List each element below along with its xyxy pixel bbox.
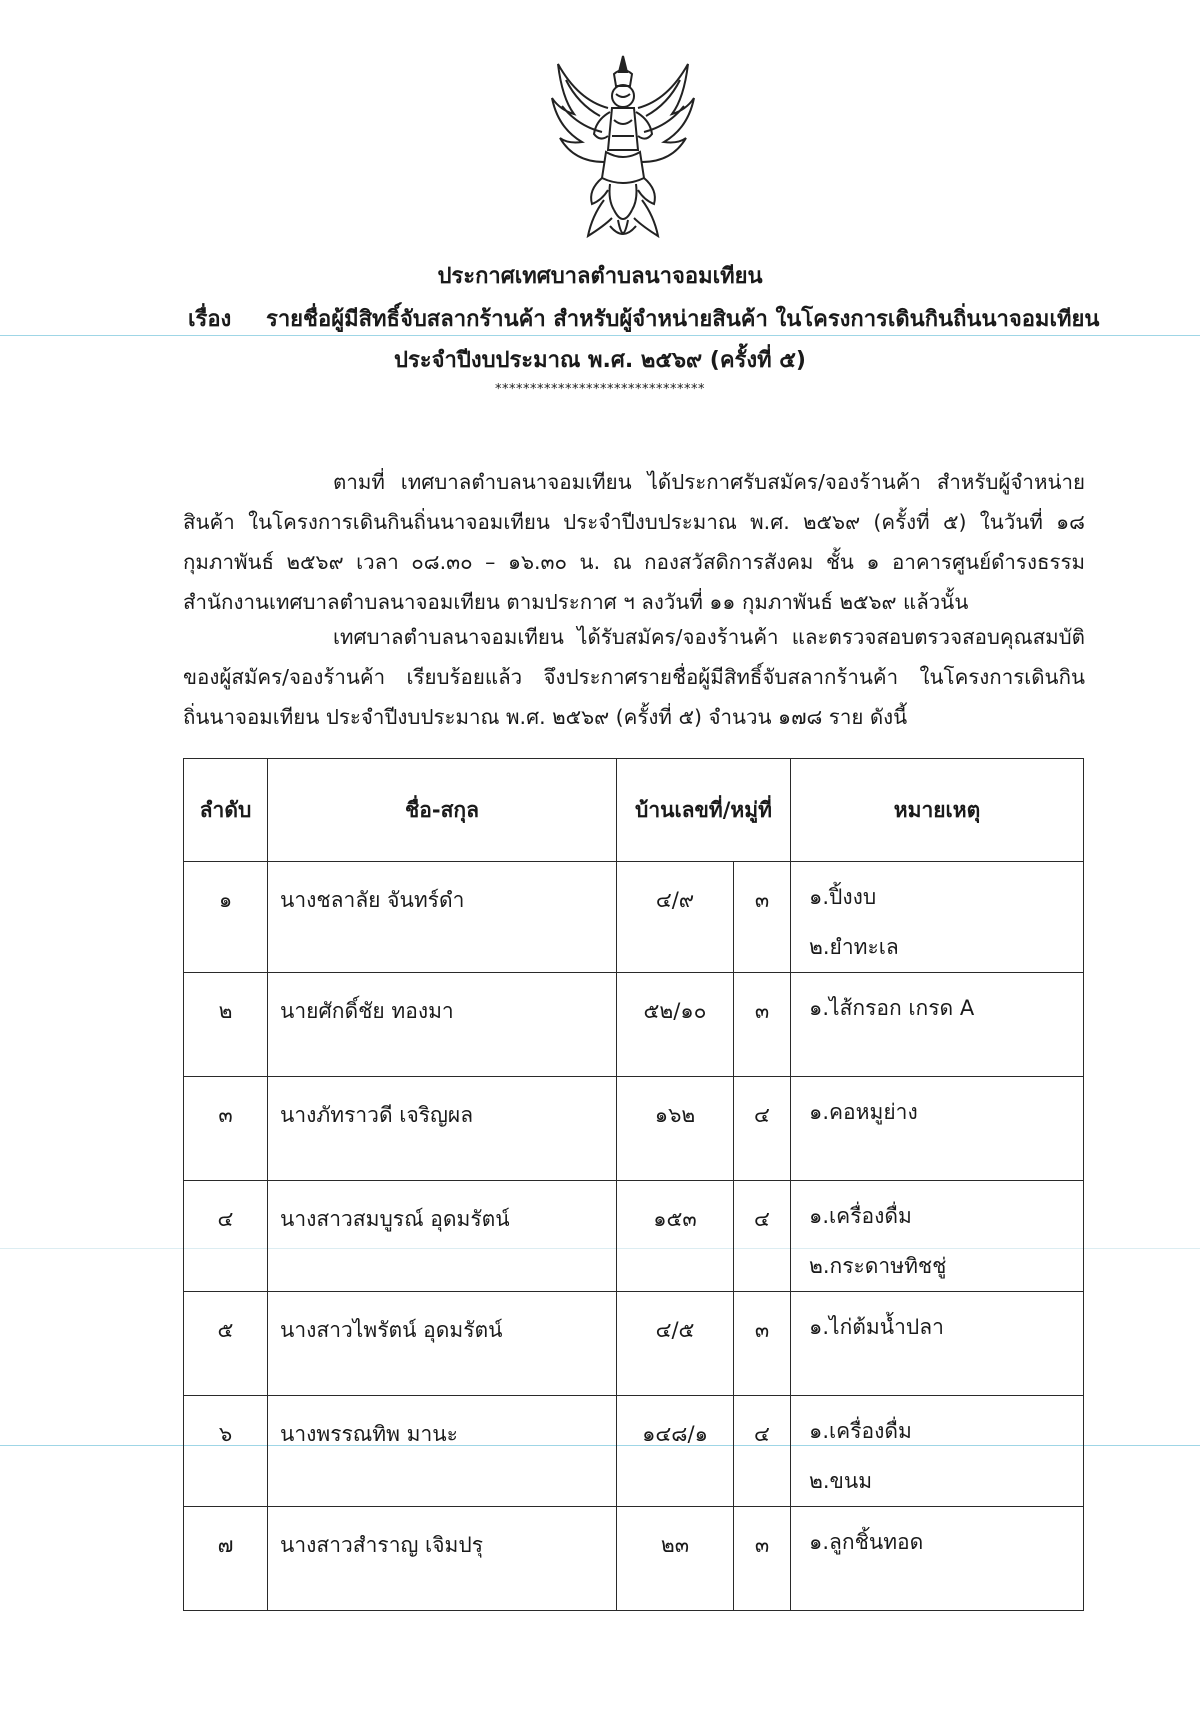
- paragraph-line: สำนักงานเทศบาลตำบลนาจอมเทียน ตามประกาศ ฯ ลงวันที่ ๑๑ กุมภาพันธ์ ๒๕๖๙ แล้วนั้น: [183, 590, 969, 614]
- table-row: [184, 1292, 1084, 1396]
- row-moo: [734, 862, 791, 973]
- paragraph-line: ถิ่นนาจอมเทียน ประจำปีงบประมาณ พ.ศ. ๒๕๖๙ (ครั้งที่ ๕) จำนวน ๑๗๘ ราย ดังนี้: [183, 705, 908, 729]
- row-name: [268, 1181, 617, 1292]
- row-seq-text: ๖: [218, 1422, 233, 1446]
- note-item: ๑.คอหมูย่าง: [809, 1100, 918, 1124]
- row-seq-text: ๗: [217, 1533, 234, 1557]
- row-seq: [184, 1507, 268, 1611]
- row-house-number: [617, 1077, 734, 1181]
- row-name-text: นางภัทราวดี เจริญผล: [280, 1103, 474, 1127]
- note-item: ๑.ไส้กรอก เกรด A: [809, 996, 975, 1020]
- row-name: [268, 1292, 617, 1396]
- row-moo: [734, 1396, 791, 1507]
- header-seq: ลำดับ: [184, 759, 268, 862]
- row-moo: [734, 1077, 791, 1181]
- subject-label: เรื่อง: [188, 307, 232, 332]
- paragraph-intro: [183, 462, 1085, 622]
- table-row: [184, 1507, 1084, 1611]
- row-seq: [184, 1292, 268, 1396]
- table-row: [184, 973, 1084, 1077]
- announcement-subtitle: ประจำปีงบประมาณ พ.ศ. ๒๕๖๙ (ครั้งที่ ๕): [394, 348, 806, 373]
- row-moo: [734, 1181, 791, 1292]
- row-house-number: [617, 1181, 734, 1292]
- row-moo-text: ๔: [754, 1103, 770, 1127]
- row-note: [791, 973, 1084, 1077]
- row-seq: [184, 1077, 268, 1181]
- row-name: [268, 1507, 617, 1611]
- note-item: ๑.ไก่ต้มน้ำปลา: [809, 1315, 944, 1339]
- row-seq: [184, 1396, 268, 1507]
- row-house-number: [617, 1292, 734, 1396]
- announcement-subject: รายชื่อผู้มีสิทธิ์จับสลากร้านค้า สำหรับผู้จำหน่ายสินค้า ในโครงการเดินกินถิ่นนาจอมเทียน: [266, 307, 1100, 332]
- row-moo-text: ๓: [754, 1533, 770, 1557]
- row-name-text: นายศักดิ์ชัย ทองมา: [280, 999, 454, 1023]
- table-row: [184, 1396, 1084, 1507]
- paragraph-line: สินค้า ในโครงการเดินกินถิ่นนาจอมเทียน ประจำปีงบประมาณ พ.ศ. ๒๕๖๙ (ครั้งที่ ๕) ในวันที่ ๑๘: [183, 510, 1085, 534]
- row-house-number-text: ๑๕๓: [653, 1207, 697, 1231]
- row-house-number-text: ๔/๙: [655, 888, 695, 912]
- eligible-vendors-table: [183, 758, 1084, 1611]
- row-note: [791, 1181, 1084, 1292]
- row-seq-text: ๑: [218, 888, 233, 912]
- row-seq: [184, 862, 268, 973]
- row-moo: [734, 1292, 791, 1396]
- paragraph-line: เทศบาลตำบลนาจอมเทียน ได้รับสมัคร/จองร้านค้า และตรวจสอบตรวจสอบคุณสมบัติ: [333, 625, 1085, 649]
- row-seq: [184, 973, 268, 1077]
- header-address: บ้านเลขที่/หมู่ที่: [617, 759, 791, 862]
- note-item: ๒.ยำทะเล: [809, 935, 899, 959]
- paragraph-line: ของผู้สมัคร/จองร้านค้า เรียบร้อยแล้ว จึงประกาศรายชื่อผู้มีสิทธิ์จับสลากร้านค้า ในโครงการเดินกิน: [183, 665, 1085, 689]
- note-item: ๑.เครื่องดื่ม: [809, 1204, 912, 1228]
- row-house-number-text: ๑๔๘/๑: [642, 1422, 708, 1446]
- row-seq-text: ๔: [217, 1207, 234, 1231]
- row-note: [791, 862, 1084, 973]
- row-name-text: นางสาวสมบูรณ์ อุดมรัตน์: [280, 1207, 510, 1231]
- row-moo-text: ๓: [754, 1318, 770, 1342]
- row-name-text: นางสาวสำราญ เจิมปรุ: [280, 1533, 483, 1557]
- row-house-number: [617, 1507, 734, 1611]
- row-note: [791, 1396, 1084, 1507]
- row-name-text: นางชลาลัย จันทร์ดำ: [280, 888, 465, 912]
- header-name: ชื่อ-สกุล: [268, 759, 617, 862]
- row-seq-text: ๕: [217, 1318, 234, 1342]
- garuda-emblem: [548, 50, 698, 252]
- row-name: [268, 1077, 617, 1181]
- header-note: หมายเหตุ: [791, 759, 1084, 862]
- announcement-title: ประกาศเทศบาลตำบลนาจอมเทียน: [437, 264, 763, 289]
- row-moo-text: ๓: [754, 999, 770, 1023]
- row-name-text: นางสาวไพรัตน์ อุดมรัตน์: [280, 1318, 503, 1342]
- table-row: [184, 1181, 1084, 1292]
- row-seq: [184, 1181, 268, 1292]
- row-moo-text: ๓: [754, 888, 770, 912]
- paragraph-result: [183, 617, 1085, 737]
- note-item: ๑.เครื่องดื่ม: [809, 1419, 912, 1443]
- row-moo-text: ๔: [754, 1422, 770, 1446]
- note-item: ๒.กระดาษทิชชู่: [809, 1254, 947, 1278]
- row-name-text: นางพรรณทิพ มานะ: [280, 1422, 458, 1446]
- separator: ******************************: [495, 382, 705, 397]
- row-seq-text: ๒: [218, 999, 233, 1023]
- note-item: ๑.ปิ้งงบ: [809, 885, 877, 909]
- row-house-number: [617, 862, 734, 973]
- row-moo: [734, 1507, 791, 1611]
- row-note: [791, 1292, 1084, 1396]
- table-body: [184, 862, 1084, 1611]
- note-item: ๑.ลูกชิ้นทอด: [809, 1530, 924, 1554]
- paragraph-line: ตามที่ เทศบาลตำบลนาจอมเทียน ได้ประกาศรับสมัคร/จองร้านค้า สำหรับผู้จำหน่าย: [333, 470, 1085, 494]
- paragraph-line: กุมภาพันธ์ ๒๕๖๙ เวลา ๐๘.๓๐ – ๑๖.๓๐ น. ณ กองสวัสดิการสังคม ชั้น ๑ อาคารศูนย์ดำรงธรรม: [183, 550, 1085, 574]
- row-house-number-text: ๑๖๒: [654, 1103, 696, 1127]
- note-item: ๒.ขนม: [809, 1469, 873, 1493]
- row-moo: [734, 973, 791, 1077]
- table-row: [184, 1077, 1084, 1181]
- row-note: [791, 1077, 1084, 1181]
- row-house-number-text: ๔/๕: [655, 1318, 695, 1342]
- table-row: [184, 862, 1084, 973]
- row-moo-text: ๔: [754, 1207, 770, 1231]
- row-house-number-text: ๕๒/๑๐: [643, 999, 707, 1023]
- row-note: [791, 1507, 1084, 1611]
- row-seq-text: ๓: [218, 1103, 233, 1127]
- row-house-number-text: ๒๓: [660, 1533, 690, 1557]
- row-house-number: [617, 1396, 734, 1507]
- table-header-row: [184, 759, 1084, 862]
- row-house-number: [617, 973, 734, 1077]
- row-name: [268, 1396, 617, 1507]
- row-name: [268, 973, 617, 1077]
- row-name: [268, 862, 617, 973]
